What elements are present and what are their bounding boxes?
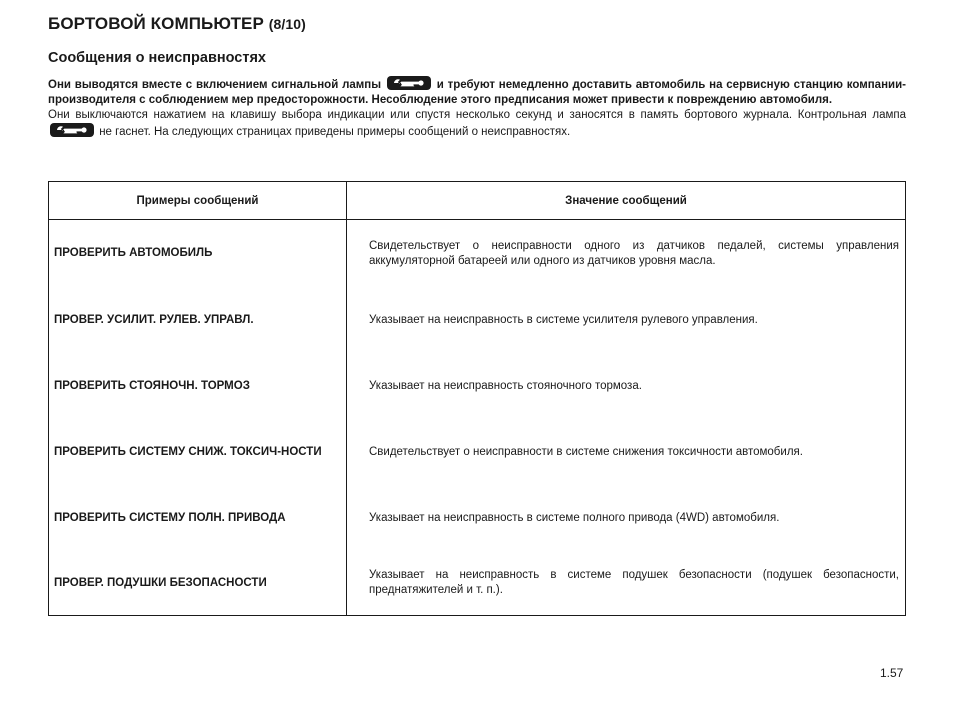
message-cell: ПРОВЕРИТЬ СИСТЕМУ СНИЖ. ТОКСИЧ-НОСТИ — [49, 419, 347, 485]
table-row — [49, 485, 906, 551]
messages-table — [48, 181, 906, 616]
meaning-cell: Указывает на неисправность в системе подушек безопасности (подушек безопасности, преднатяжителей и т. п.). — [369, 569, 899, 596]
meaning-cell: Свидетельствует о неисправности одного из датчиков педалей, системы управления аккумуляторной батареей или одного из датчиков уровня масла. — [369, 239, 899, 267]
table-row — [49, 220, 906, 288]
table-row — [49, 551, 906, 616]
wrench-icon — [387, 76, 431, 90]
page-title — [48, 14, 306, 34]
meaning-cell: Указывает на неисправность стояночного тормоза. — [369, 379, 642, 392]
warning-text-2: и требуют немедленно доставить автомобиль на сервисную станцию компании-производителя с соблюдением мер предосторожности. Несоблюдение этого предписания может привести к повреждению автомобиля. — [48, 79, 906, 106]
message-cell: ПРОВЕРИТЬ АВТОМОБИЛЬ — [49, 220, 347, 288]
wrench-icon — [50, 123, 94, 137]
warning-paragraph — [48, 76, 906, 108]
info-text-1: Они выключаются нажатием на клавишу выбора индикации или спустя несколько секунд и заносятся в память бортового журнала. Контрольная лампа — [48, 109, 906, 121]
info-text-2: не гаснет. На следующих страницах приведены примеры сообщений о неисправностях. — [99, 126, 571, 138]
section-subtitle: Сообщения о неисправностях — [48, 50, 266, 66]
meaning-cell: Свидетельствует о неисправности в системе снижения токсичности автомобиля. — [369, 445, 803, 458]
table-header-row — [49, 182, 906, 220]
table-row — [49, 353, 906, 419]
message-cell: ПРОВЕР. ПОДУШКИ БЕЗОПАСНОСТИ — [49, 551, 347, 616]
meaning-cell: Указывает на неисправность в системе полного привода (4WD) автомобиля. — [369, 511, 780, 524]
column-header-meaning: Значение сообщений — [347, 182, 906, 220]
message-cell: ПРОВЕРИТЬ СТОЯНОЧН. ТОРМОЗ — [49, 353, 347, 419]
message-cell: ПРОВЕРИТЬ СИСТЕМУ ПОЛН. ПРИВОДА — [49, 485, 347, 551]
info-paragraph — [48, 108, 906, 140]
intro-text — [48, 76, 906, 140]
table-row — [49, 287, 906, 353]
message-cell: ПРОВЕР. УСИЛИТ. РУЛЕВ. УПРАВЛ. — [49, 287, 347, 353]
meaning-cell: Указывает на неисправность в системе усилителя рулевого управления. — [369, 313, 758, 326]
table-row — [49, 419, 906, 485]
column-header-examples: Примеры сообщений — [49, 182, 347, 220]
page-counter: (8/10) — [268, 16, 306, 32]
warning-text-1: Они выводятся вместе с включением сигнальной лампы — [48, 79, 382, 91]
page-number: 1.57 — [880, 666, 904, 680]
title-text: БОРТОВОЙ КОМПЬЮТЕР — [48, 14, 264, 33]
